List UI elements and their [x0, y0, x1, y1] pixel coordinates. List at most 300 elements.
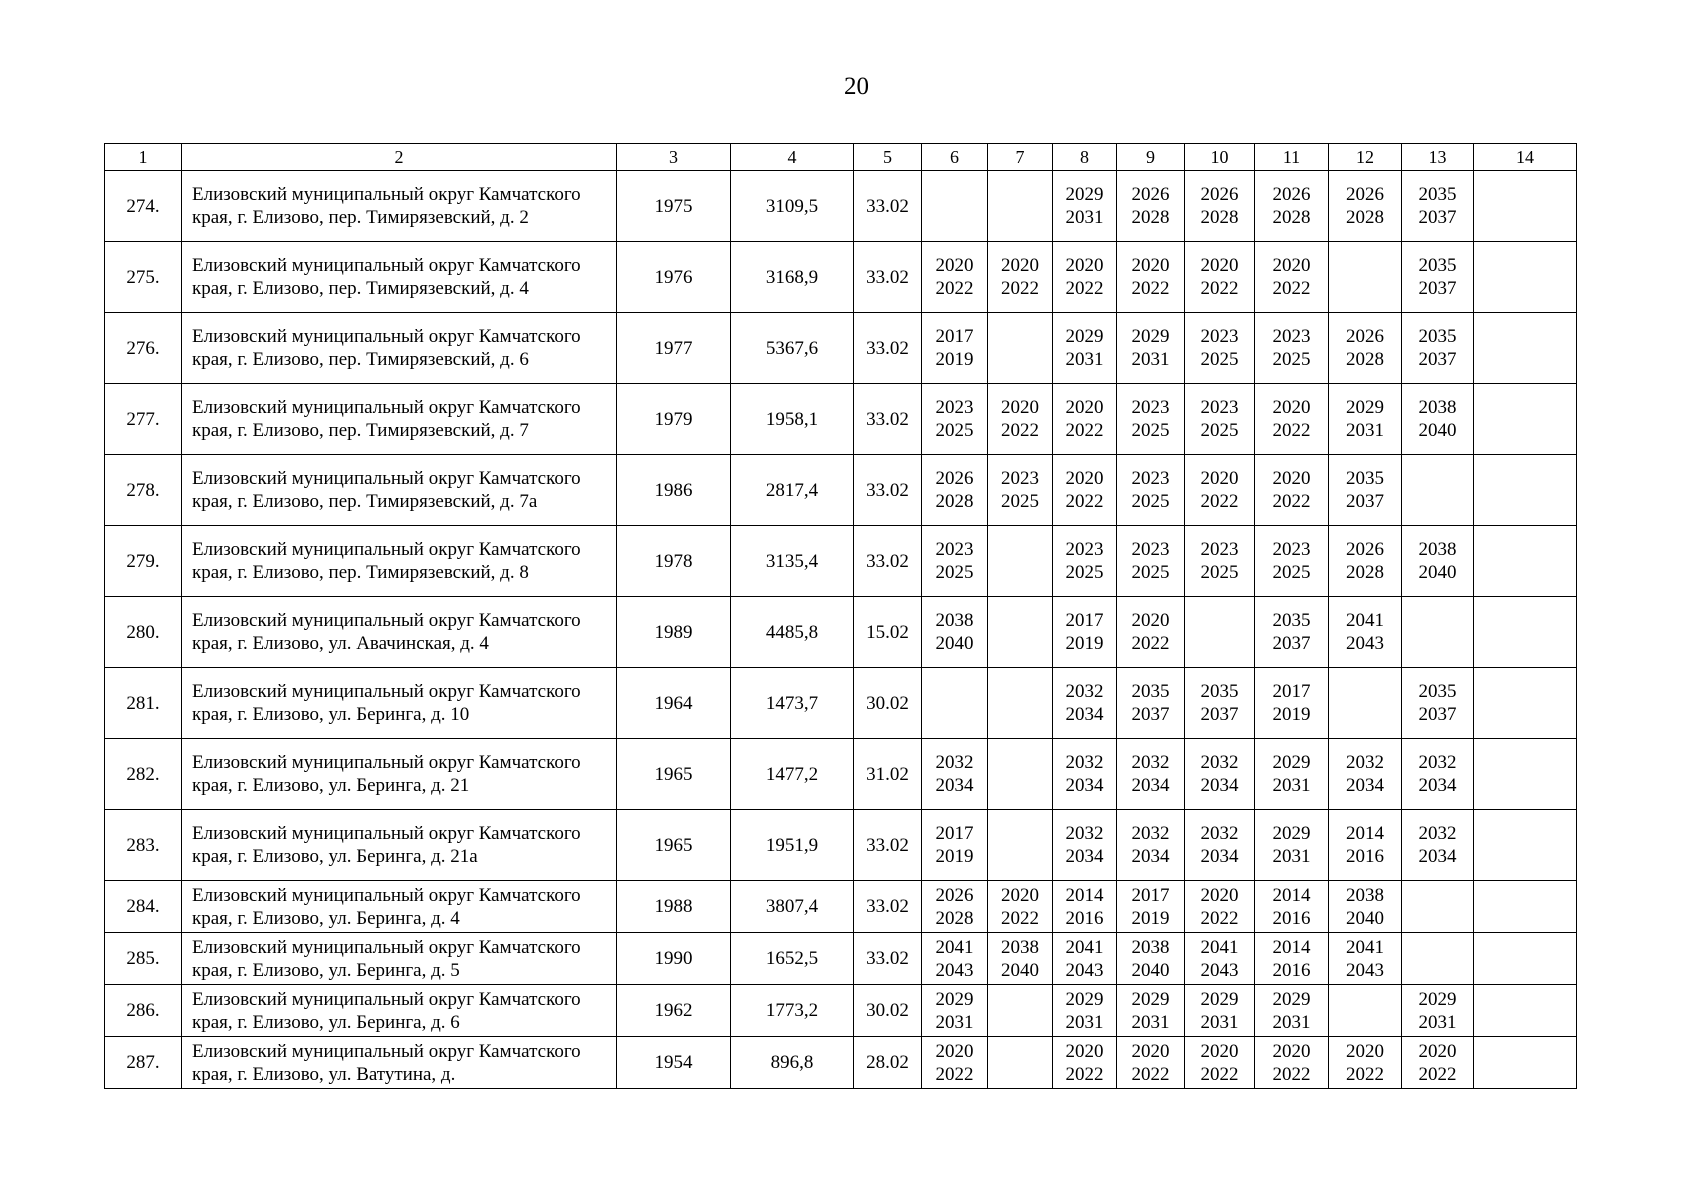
- end-year: 2025: [1001, 491, 1039, 512]
- row-number-cell: 276.: [105, 313, 182, 384]
- end-year: 2043: [1200, 959, 1239, 981]
- start-year: 2023: [1200, 326, 1239, 347]
- end-year: 2034: [1065, 846, 1104, 867]
- address-text: Елизовский муниципальный округ Камчатского края, г. Елизово, ул. Беринга, д. 21а: [192, 823, 581, 867]
- wear-cell: 33.02: [854, 810, 922, 881]
- start-year: 2029: [1418, 988, 1457, 1010]
- schedule-cell: [922, 313, 988, 384]
- address-text: Елизовский муниципальный округ Камчатского края, г. Елизово, пер. Тимирязевский, д. 4: [192, 255, 581, 299]
- schedule-cell: [1402, 881, 1474, 933]
- build-year-cell: 1964: [617, 668, 731, 739]
- area-cell: 1958,1: [731, 384, 854, 455]
- schedule-cell: [1474, 881, 1577, 933]
- end-year: 2031: [1418, 1011, 1457, 1033]
- start-year: 2038: [1418, 397, 1457, 418]
- schedule-cell: [1474, 810, 1577, 881]
- row-number-cell: 283.: [105, 810, 182, 881]
- start-year: 2032: [1418, 752, 1457, 773]
- column-header: 2: [182, 144, 617, 171]
- address-cell: [182, 881, 617, 933]
- end-year: 2022: [1131, 633, 1170, 654]
- schedule-cell: [922, 739, 988, 810]
- address-text: Елизовский муниципальный округ Камчатского края, г. Елизово, ул. Беринга, д. 21: [192, 752, 581, 796]
- build-year-cell: 1989: [617, 597, 731, 668]
- schedule-cell: [1402, 526, 1474, 597]
- column-header: 8: [1053, 144, 1117, 171]
- end-year: 2037: [1418, 349, 1457, 370]
- schedule-cell: [1329, 384, 1402, 455]
- schedule-cell: [1329, 171, 1402, 242]
- schedule-cell: [988, 597, 1053, 668]
- row-number-cell: 277.: [105, 384, 182, 455]
- schedule-cell: [988, 384, 1053, 455]
- end-year: 2022: [1131, 278, 1170, 299]
- table-row: [105, 242, 1577, 313]
- schedule-cell: [1185, 242, 1255, 313]
- schedule-cell: [1329, 597, 1402, 668]
- start-year: 2032: [1065, 752, 1104, 773]
- start-year: 2026: [935, 468, 974, 489]
- schedule-cell: [1329, 1037, 1402, 1089]
- start-year: 2023: [1272, 326, 1311, 347]
- schedule-cell: [1255, 1037, 1329, 1089]
- end-year: 2025: [935, 562, 974, 583]
- column-header: 5: [854, 144, 922, 171]
- schedule-cell: [922, 455, 988, 526]
- end-year: 2034: [1065, 704, 1104, 725]
- column-header: 3: [617, 144, 731, 171]
- schedule-cell: [1053, 242, 1117, 313]
- row-number-cell: 285.: [105, 933, 182, 985]
- end-year: 2025: [1065, 562, 1104, 583]
- start-year: 2020: [1200, 884, 1239, 906]
- schedule-cell: [1053, 739, 1117, 810]
- start-year: 2020: [1001, 397, 1039, 418]
- end-year: 2022: [1272, 1063, 1311, 1085]
- end-year: 2028: [1200, 207, 1239, 228]
- schedule-cell: [1474, 313, 1577, 384]
- start-year: 2023: [1200, 539, 1239, 560]
- schedule-cell: [1117, 933, 1185, 985]
- end-year: 2025: [935, 420, 974, 441]
- schedule-cell: [1185, 810, 1255, 881]
- schedule-cell: [1402, 242, 1474, 313]
- address-cell: [182, 1037, 617, 1089]
- end-year: 2031: [1200, 1011, 1239, 1033]
- end-year: 2016: [1065, 907, 1104, 929]
- table-row: [105, 313, 1577, 384]
- address-text: Елизовский муниципальный округ Камчатского края, г. Елизово, пер. Тимирязевский, д. 7: [192, 397, 581, 441]
- area-cell: 1652,5: [731, 933, 854, 985]
- start-year: 2017: [1131, 884, 1170, 906]
- schedule-cell: [1117, 597, 1185, 668]
- end-year: 2043: [1065, 959, 1104, 981]
- area-cell: 2817,4: [731, 455, 854, 526]
- start-year: 2032: [1065, 681, 1104, 702]
- start-year: 2026: [1346, 184, 1384, 205]
- schedule-cell: [922, 597, 988, 668]
- end-year: 2037: [1418, 704, 1457, 725]
- start-year: 2020: [1065, 1040, 1104, 1062]
- schedule-cell: [1255, 384, 1329, 455]
- schedule-cell: [922, 933, 988, 985]
- address-text: Елизовский муниципальный округ Камчатского края, г. Елизово, ул. Беринга, д. 5: [192, 936, 581, 981]
- start-year: 2020: [1418, 1040, 1457, 1062]
- table-row: [105, 526, 1577, 597]
- start-year: 2035: [1418, 255, 1457, 276]
- column-header: 1: [105, 144, 182, 171]
- schedule-cell: [1255, 881, 1329, 933]
- start-year: 2026: [1200, 184, 1239, 205]
- row-number-cell: 284.: [105, 881, 182, 933]
- end-year: 2022: [1065, 1063, 1104, 1085]
- start-year: 2029: [1200, 988, 1239, 1010]
- end-year: 2025: [1272, 562, 1311, 583]
- start-year: 2020: [1065, 397, 1104, 418]
- address-text: Елизовский муниципальный округ Камчатского края, г. Елизово, пер. Тимирязевский, д. 6: [192, 326, 581, 370]
- start-year: 2035: [1346, 468, 1384, 489]
- schedule-cell: [1185, 1037, 1255, 1089]
- column-header: 4: [731, 144, 854, 171]
- end-year: 2028: [935, 907, 974, 929]
- column-header: 12: [1329, 144, 1402, 171]
- start-year: 2029: [1346, 397, 1384, 418]
- schedule-cell: [922, 810, 988, 881]
- start-year: 2023: [935, 539, 974, 560]
- start-year: 2017: [935, 823, 974, 844]
- column-header: 6: [922, 144, 988, 171]
- address-cell: [182, 526, 617, 597]
- end-year: 2022: [1065, 278, 1104, 299]
- schedule-cell: [1053, 384, 1117, 455]
- end-year: 2022: [1200, 491, 1239, 512]
- wear-cell: 33.02: [854, 881, 922, 933]
- schedule-cell: [1474, 526, 1577, 597]
- start-year: 2038: [1001, 936, 1039, 958]
- schedule-cell: [1402, 597, 1474, 668]
- start-year: 2014: [1272, 936, 1311, 958]
- area-cell: 1951,9: [731, 810, 854, 881]
- schedule-cell: [1255, 933, 1329, 985]
- schedule-cell: [988, 881, 1053, 933]
- wear-cell: 31.02: [854, 739, 922, 810]
- end-year: 2028: [1272, 207, 1311, 228]
- address-text: Елизовский муниципальный округ Камчатского края, г. Елизово, пер. Тимирязевский, д. 7а: [192, 468, 581, 512]
- wear-cell: 30.02: [854, 668, 922, 739]
- end-year: 2040: [1001, 959, 1039, 981]
- start-year: 2029: [1065, 988, 1104, 1010]
- schedule-cell: [1185, 455, 1255, 526]
- start-year: 2026: [1131, 184, 1170, 205]
- end-year: 2037: [1418, 278, 1457, 299]
- schedule-cell: [1255, 668, 1329, 739]
- schedule-cell: [1185, 668, 1255, 739]
- address-cell: [182, 933, 617, 985]
- start-year: 2029: [1272, 988, 1311, 1010]
- end-year: 2028: [1346, 207, 1384, 228]
- schedule-cell: [988, 313, 1053, 384]
- schedule-cell: [1117, 313, 1185, 384]
- schedule-cell: [1053, 810, 1117, 881]
- end-year: 2031: [1272, 775, 1311, 796]
- schedule-cell: [1053, 668, 1117, 739]
- start-year: 2023: [1131, 468, 1170, 489]
- end-year: 2028: [1346, 562, 1384, 583]
- start-year: 2020: [935, 255, 974, 276]
- address-cell: [182, 171, 617, 242]
- schedule-cell: [1053, 455, 1117, 526]
- start-year: 2041: [935, 936, 974, 958]
- start-year: 2032: [1200, 823, 1239, 844]
- start-year: 2023: [1272, 539, 1311, 560]
- end-year: 2022: [1272, 491, 1311, 512]
- end-year: 2040: [935, 633, 974, 654]
- schedule-cell: [922, 384, 988, 455]
- schedule-cell: [922, 526, 988, 597]
- start-year: 2026: [935, 884, 974, 906]
- end-year: 2019: [1131, 907, 1170, 929]
- start-year: 2035: [1200, 681, 1239, 702]
- column-header: 14: [1474, 144, 1577, 171]
- schedule-cell: [1329, 933, 1402, 985]
- column-header: 7: [988, 144, 1053, 171]
- start-year: 2035: [1418, 184, 1457, 205]
- end-year: 2022: [1346, 1063, 1384, 1085]
- end-year: 2025: [1131, 491, 1170, 512]
- end-year: 2034: [1065, 775, 1104, 796]
- schedule-cell: [1329, 526, 1402, 597]
- schedule-cell: [1255, 313, 1329, 384]
- end-year: 2022: [935, 1063, 974, 1085]
- address-text: Елизовский муниципальный округ Камчатского края, г. Елизово, ул. Беринга, д. 10: [192, 681, 581, 725]
- end-year: 2034: [1346, 775, 1384, 796]
- schedule-cell: [1474, 1037, 1577, 1089]
- schedule-cell: [1329, 810, 1402, 881]
- start-year: 2038: [935, 610, 974, 631]
- start-year: 2032: [1131, 752, 1170, 773]
- end-year: 2016: [1272, 907, 1311, 929]
- schedule-cell: [1185, 171, 1255, 242]
- area-cell: 896,8: [731, 1037, 854, 1089]
- build-year-cell: 1965: [617, 810, 731, 881]
- build-year-cell: 1976: [617, 242, 731, 313]
- table-row: [105, 1037, 1577, 1089]
- schedule-cell: [1255, 739, 1329, 810]
- start-year: 2035: [1418, 681, 1457, 702]
- schedule-cell: [1329, 313, 1402, 384]
- start-year: 2029: [1272, 823, 1311, 844]
- start-year: 2035: [1131, 681, 1170, 702]
- schedule-cell: [1402, 384, 1474, 455]
- end-year: 2022: [1200, 907, 1239, 929]
- schedule-cell: [1185, 881, 1255, 933]
- schedule-cell: [1402, 1037, 1474, 1089]
- schedule-cell: [922, 242, 988, 313]
- start-year: 2023: [1200, 397, 1239, 418]
- table-row: [105, 739, 1577, 810]
- schedule-cell: [1255, 171, 1329, 242]
- schedule-cell: [1053, 881, 1117, 933]
- wear-cell: 33.02: [854, 171, 922, 242]
- start-year: 2017: [1065, 610, 1104, 631]
- schedule-cell: [1053, 526, 1117, 597]
- column-header: 10: [1185, 144, 1255, 171]
- start-year: 2023: [1065, 539, 1104, 560]
- table-row: [105, 985, 1577, 1037]
- row-number-cell: 280.: [105, 597, 182, 668]
- schedule-cell: [988, 242, 1053, 313]
- wear-cell: 33.02: [854, 384, 922, 455]
- end-year: 2022: [1001, 420, 1039, 441]
- table-row: [105, 933, 1577, 985]
- end-year: 2022: [935, 278, 974, 299]
- start-year: 2020: [1200, 468, 1239, 489]
- schedule-cell: [1255, 597, 1329, 668]
- schedule-cell: [1117, 455, 1185, 526]
- start-year: 2023: [1131, 397, 1170, 418]
- start-year: 2014: [1065, 884, 1104, 906]
- start-year: 2029: [1131, 326, 1170, 347]
- schedule-cell: [1053, 597, 1117, 668]
- schedule-cell: [1117, 171, 1185, 242]
- build-year-cell: 1962: [617, 985, 731, 1037]
- start-year: 2032: [1346, 752, 1384, 773]
- schedule-cell: [988, 985, 1053, 1037]
- build-year-cell: 1979: [617, 384, 731, 455]
- address-cell: [182, 810, 617, 881]
- area-cell: 1477,2: [731, 739, 854, 810]
- schedule-cell: [922, 881, 988, 933]
- schedule-cell: [1474, 985, 1577, 1037]
- schedule-cell: [1329, 985, 1402, 1037]
- start-year: 2014: [1346, 823, 1384, 844]
- start-year: 2026: [1346, 326, 1384, 347]
- start-year: 2029: [935, 988, 974, 1010]
- schedule-cell: [1117, 739, 1185, 810]
- start-year: 2032: [1131, 823, 1170, 844]
- end-year: 2019: [1272, 704, 1311, 725]
- end-year: 2031: [1131, 349, 1170, 370]
- start-year: 2023: [1131, 539, 1170, 560]
- start-year: 2032: [1065, 823, 1104, 844]
- schedule-cell: [1329, 881, 1402, 933]
- table-row: [105, 384, 1577, 455]
- end-year: 2043: [1346, 633, 1384, 654]
- schedule-cell: [1255, 810, 1329, 881]
- schedule-cell: [1117, 242, 1185, 313]
- end-year: 2022: [1001, 278, 1039, 299]
- schedule-cell: [988, 810, 1053, 881]
- start-year: 2020: [1065, 255, 1104, 276]
- schedule-cell: [1402, 985, 1474, 1037]
- row-number-cell: 281.: [105, 668, 182, 739]
- start-year: 2020: [1200, 1040, 1239, 1062]
- start-year: 2041: [1065, 936, 1104, 958]
- schedule-cell: [1185, 313, 1255, 384]
- end-year: 2028: [1131, 207, 1170, 228]
- end-year: 2031: [1065, 1011, 1104, 1033]
- address-cell: [182, 455, 617, 526]
- table-row: [105, 455, 1577, 526]
- area-cell: 3135,4: [731, 526, 854, 597]
- end-year: 2037: [1272, 633, 1311, 654]
- schedule-cell: [1329, 242, 1402, 313]
- start-year: 2020: [1346, 1040, 1384, 1062]
- start-year: 2026: [1272, 184, 1311, 205]
- start-year: 2038: [1418, 539, 1457, 560]
- build-year-cell: 1978: [617, 526, 731, 597]
- end-year: 2034: [1131, 846, 1170, 867]
- build-year-cell: 1977: [617, 313, 731, 384]
- end-year: 2031: [1346, 420, 1384, 441]
- end-year: 2034: [1418, 775, 1457, 796]
- schedule-cell: [1402, 313, 1474, 384]
- page-number: 20: [844, 73, 869, 100]
- schedule-cell: [1053, 171, 1117, 242]
- start-year: 2020: [1272, 255, 1311, 276]
- schedule-cell: [1185, 933, 1255, 985]
- schedule-cell: [1474, 242, 1577, 313]
- schedule-cell: [1053, 313, 1117, 384]
- schedule-cell: [1185, 384, 1255, 455]
- schedule-cell: [1474, 384, 1577, 455]
- table-header-row: [105, 144, 1577, 171]
- build-year-cell: 1975: [617, 171, 731, 242]
- schedule-cell: [1255, 985, 1329, 1037]
- schedule-cell: [1402, 739, 1474, 810]
- start-year: 2020: [1131, 1040, 1170, 1062]
- end-year: 2028: [935, 491, 974, 512]
- column-header: 11: [1255, 144, 1329, 171]
- end-year: 2019: [935, 349, 974, 370]
- start-year: 2032: [1200, 752, 1239, 773]
- schedule-cell: [988, 455, 1053, 526]
- start-year: 2014: [1272, 884, 1311, 906]
- schedule-cell: [1255, 455, 1329, 526]
- schedule-cell: [922, 1037, 988, 1089]
- row-number-cell: 279.: [105, 526, 182, 597]
- wear-cell: 33.02: [854, 242, 922, 313]
- table-row: [105, 810, 1577, 881]
- schedule-cell: [1474, 171, 1577, 242]
- schedule-cell: [1402, 810, 1474, 881]
- end-year: 2037: [1131, 704, 1170, 725]
- start-year: 2035: [1272, 610, 1311, 631]
- row-number-cell: 287.: [105, 1037, 182, 1089]
- wear-cell: 33.02: [854, 455, 922, 526]
- end-year: 2034: [1200, 775, 1239, 796]
- schedule-cell: [922, 668, 988, 739]
- start-year: 2038: [1131, 936, 1170, 958]
- schedule-cell: [988, 739, 1053, 810]
- row-number-cell: 274.: [105, 171, 182, 242]
- table-row: [105, 171, 1577, 242]
- schedule-cell: [1185, 739, 1255, 810]
- schedule-cell: [988, 668, 1053, 739]
- start-year: 2041: [1346, 936, 1384, 958]
- schedule-cell: [1053, 985, 1117, 1037]
- address-text: Елизовский муниципальный округ Камчатского края, г. Елизово, пер. Тимирязевский, д. 2: [192, 184, 581, 228]
- start-year: 2032: [935, 752, 974, 773]
- end-year: 2022: [1065, 420, 1104, 441]
- start-year: 2020: [1272, 468, 1311, 489]
- end-year: 2022: [1001, 907, 1039, 929]
- wear-cell: 28.02: [854, 1037, 922, 1089]
- schedule-cell: [922, 985, 988, 1037]
- schedule-cell: [1402, 933, 1474, 985]
- start-year: 2026: [1346, 539, 1384, 560]
- schedule-cell: [988, 526, 1053, 597]
